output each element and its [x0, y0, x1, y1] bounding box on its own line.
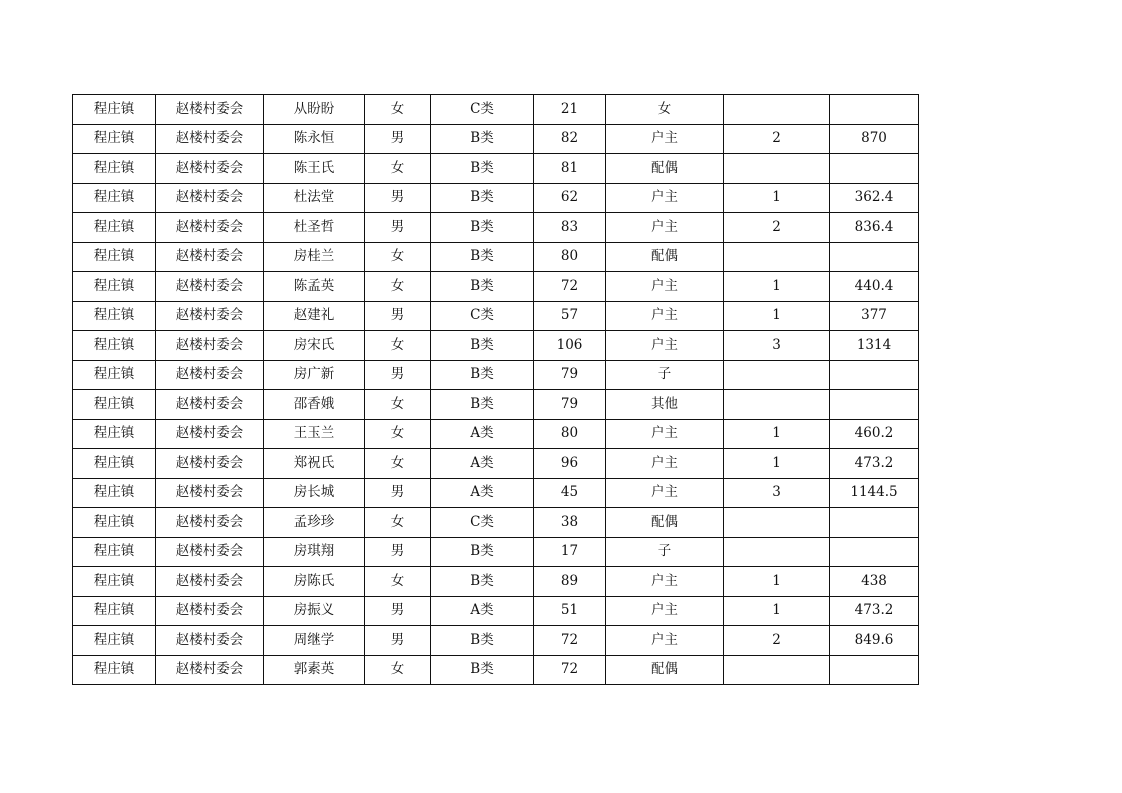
cell-name: 陈永恒	[264, 124, 365, 154]
cell-household-size: 1	[724, 419, 830, 449]
cell-sex: 女	[365, 95, 431, 125]
cell-age: 96	[534, 449, 606, 479]
cell-amount: 377	[830, 301, 919, 331]
cell-village: 赵楼村委会	[156, 596, 264, 626]
cell-household-size	[724, 390, 830, 420]
cell-relation: 户主	[606, 478, 724, 508]
cell-age: 83	[534, 213, 606, 243]
cell-name: 杜法堂	[264, 183, 365, 213]
cell-age: 80	[534, 419, 606, 449]
cell-age: 38	[534, 508, 606, 538]
cell-name: 房振义	[264, 596, 365, 626]
cell-name: 房广新	[264, 360, 365, 390]
cell-category: B类	[431, 331, 534, 361]
cell-category: B类	[431, 272, 534, 302]
cell-village: 赵楼村委会	[156, 183, 264, 213]
cell-relation: 配偶	[606, 242, 724, 272]
cell-household-size: 1	[724, 272, 830, 302]
cell-household-size: 2	[724, 213, 830, 243]
cell-age: 51	[534, 596, 606, 626]
table-row	[73, 478, 919, 508]
cell-age: 45	[534, 478, 606, 508]
cell-household-size: 1	[724, 449, 830, 479]
cell-sex: 男	[365, 213, 431, 243]
cell-amount: 440.4	[830, 272, 919, 302]
cell-age: 82	[534, 124, 606, 154]
cell-sex: 男	[365, 301, 431, 331]
cell-relation: 配偶	[606, 655, 724, 685]
cell-household-size: 1	[724, 301, 830, 331]
cell-relation: 子	[606, 360, 724, 390]
cell-village: 赵楼村委会	[156, 154, 264, 184]
cell-household-size: 1	[724, 596, 830, 626]
table-row	[73, 626, 919, 656]
cell-relation: 户主	[606, 301, 724, 331]
cell-amount	[830, 537, 919, 567]
cell-sex: 女	[365, 242, 431, 272]
cell-sex: 女	[365, 655, 431, 685]
cell-amount: 870	[830, 124, 919, 154]
cell-town: 程庄镇	[73, 331, 156, 361]
cell-name: 陈孟英	[264, 272, 365, 302]
cell-village: 赵楼村委会	[156, 213, 264, 243]
cell-amount	[830, 390, 919, 420]
cell-village: 赵楼村委会	[156, 331, 264, 361]
cell-name: 孟珍珍	[264, 508, 365, 538]
cell-sex: 女	[365, 331, 431, 361]
cell-village: 赵楼村委会	[156, 655, 264, 685]
cell-amount: 849.6	[830, 626, 919, 656]
cell-household-size: 2	[724, 626, 830, 656]
cell-village: 赵楼村委会	[156, 508, 264, 538]
cell-village: 赵楼村委会	[156, 390, 264, 420]
table-row	[73, 124, 919, 154]
cell-age: 80	[534, 242, 606, 272]
cell-village: 赵楼村委会	[156, 301, 264, 331]
cell-name: 郭素英	[264, 655, 365, 685]
cell-sex: 女	[365, 567, 431, 597]
cell-household-size: 3	[724, 331, 830, 361]
table-row	[73, 419, 919, 449]
cell-name: 赵建礼	[264, 301, 365, 331]
cell-relation: 配偶	[606, 508, 724, 538]
cell-town: 程庄镇	[73, 360, 156, 390]
cell-category: B类	[431, 183, 534, 213]
cell-age: 62	[534, 183, 606, 213]
cell-town: 程庄镇	[73, 272, 156, 302]
cell-amount	[830, 242, 919, 272]
cell-category: B类	[431, 360, 534, 390]
cell-relation: 户主	[606, 567, 724, 597]
cell-town: 程庄镇	[73, 567, 156, 597]
cell-category: B类	[431, 213, 534, 243]
table-row	[73, 360, 919, 390]
cell-sex: 女	[365, 449, 431, 479]
cell-category: B类	[431, 242, 534, 272]
cell-relation: 户主	[606, 449, 724, 479]
cell-name: 房长城	[264, 478, 365, 508]
cell-town: 程庄镇	[73, 95, 156, 125]
cell-amount	[830, 360, 919, 390]
cell-amount: 473.2	[830, 449, 919, 479]
cell-relation: 户主	[606, 213, 724, 243]
cell-household-size	[724, 95, 830, 125]
cell-village: 赵楼村委会	[156, 360, 264, 390]
cell-household-size: 1	[724, 183, 830, 213]
cell-name: 王玉兰	[264, 419, 365, 449]
cell-sex: 男	[365, 626, 431, 656]
cell-sex: 女	[365, 390, 431, 420]
cell-town: 程庄镇	[73, 213, 156, 243]
cell-age: 72	[534, 655, 606, 685]
cell-category: B类	[431, 124, 534, 154]
cell-sex: 女	[365, 508, 431, 538]
cell-relation: 配偶	[606, 154, 724, 184]
table-row	[73, 390, 919, 420]
cell-town: 程庄镇	[73, 124, 156, 154]
cell-town: 程庄镇	[73, 626, 156, 656]
cell-category: C类	[431, 508, 534, 538]
roster-table	[72, 94, 919, 685]
cell-town: 程庄镇	[73, 419, 156, 449]
cell-age: 79	[534, 360, 606, 390]
cell-age: 72	[534, 626, 606, 656]
cell-sex: 男	[365, 596, 431, 626]
cell-name: 房宋氏	[264, 331, 365, 361]
cell-name: 房桂兰	[264, 242, 365, 272]
cell-category: B类	[431, 154, 534, 184]
cell-sex: 男	[365, 360, 431, 390]
cell-town: 程庄镇	[73, 655, 156, 685]
cell-category: B类	[431, 390, 534, 420]
table-row	[73, 301, 919, 331]
cell-relation: 户主	[606, 419, 724, 449]
table-row	[73, 95, 919, 125]
cell-amount	[830, 508, 919, 538]
cell-town: 程庄镇	[73, 242, 156, 272]
cell-name: 房琪翔	[264, 537, 365, 567]
cell-relation: 其他	[606, 390, 724, 420]
cell-town: 程庄镇	[73, 537, 156, 567]
cell-town: 程庄镇	[73, 154, 156, 184]
cell-category: A类	[431, 449, 534, 479]
cell-category: C类	[431, 95, 534, 125]
cell-sex: 男	[365, 124, 431, 154]
cell-name: 陈王氏	[264, 154, 365, 184]
cell-amount: 1144.5	[830, 478, 919, 508]
cell-amount: 1314	[830, 331, 919, 361]
cell-relation: 子	[606, 537, 724, 567]
table-row	[73, 449, 919, 479]
table-row	[73, 272, 919, 302]
cell-village: 赵楼村委会	[156, 242, 264, 272]
cell-town: 程庄镇	[73, 478, 156, 508]
cell-amount	[830, 95, 919, 125]
cell-amount	[830, 655, 919, 685]
cell-category: C类	[431, 301, 534, 331]
table-row	[73, 508, 919, 538]
cell-relation: 户主	[606, 272, 724, 302]
cell-village: 赵楼村委会	[156, 537, 264, 567]
table-row	[73, 154, 919, 184]
cell-relation: 女	[606, 95, 724, 125]
cell-household-size	[724, 242, 830, 272]
cell-amount: 473.2	[830, 596, 919, 626]
cell-relation: 户主	[606, 626, 724, 656]
cell-age: 81	[534, 154, 606, 184]
cell-age: 21	[534, 95, 606, 125]
table-row	[73, 537, 919, 567]
cell-town: 程庄镇	[73, 596, 156, 626]
cell-household-size: 1	[724, 567, 830, 597]
cell-category: B类	[431, 626, 534, 656]
cell-household-size: 3	[724, 478, 830, 508]
cell-household-size	[724, 508, 830, 538]
cell-household-size: 2	[724, 124, 830, 154]
cell-category: A类	[431, 419, 534, 449]
cell-sex: 男	[365, 183, 431, 213]
roster-table-body	[73, 95, 919, 685]
cell-category: A类	[431, 478, 534, 508]
cell-village: 赵楼村委会	[156, 272, 264, 302]
cell-amount: 438	[830, 567, 919, 597]
table-row	[73, 567, 919, 597]
cell-age: 79	[534, 390, 606, 420]
cell-name: 房陈氏	[264, 567, 365, 597]
cell-amount: 362.4	[830, 183, 919, 213]
table-row	[73, 596, 919, 626]
table-row	[73, 331, 919, 361]
cell-village: 赵楼村委会	[156, 124, 264, 154]
cell-age: 106	[534, 331, 606, 361]
table-row	[73, 242, 919, 272]
cell-age: 72	[534, 272, 606, 302]
cell-category: B类	[431, 655, 534, 685]
cell-age: 89	[534, 567, 606, 597]
cell-name: 邵香娥	[264, 390, 365, 420]
cell-town: 程庄镇	[73, 183, 156, 213]
cell-village: 赵楼村委会	[156, 419, 264, 449]
cell-sex: 女	[365, 154, 431, 184]
cell-relation: 户主	[606, 331, 724, 361]
cell-sex: 女	[365, 272, 431, 302]
cell-category: A类	[431, 596, 534, 626]
cell-amount: 460.2	[830, 419, 919, 449]
cell-age: 57	[534, 301, 606, 331]
cell-name: 郑祝氏	[264, 449, 365, 479]
cell-sex: 女	[365, 419, 431, 449]
cell-village: 赵楼村委会	[156, 626, 264, 656]
cell-name: 周继学	[264, 626, 365, 656]
cell-age: 17	[534, 537, 606, 567]
cell-sex: 男	[365, 537, 431, 567]
cell-town: 程庄镇	[73, 508, 156, 538]
cell-relation: 户主	[606, 596, 724, 626]
cell-town: 程庄镇	[73, 390, 156, 420]
cell-amount: 836.4	[830, 213, 919, 243]
cell-town: 程庄镇	[73, 301, 156, 331]
cell-household-size	[724, 360, 830, 390]
cell-household-size	[724, 537, 830, 567]
cell-category: B类	[431, 537, 534, 567]
cell-category: B类	[431, 567, 534, 597]
cell-town: 程庄镇	[73, 449, 156, 479]
cell-village: 赵楼村委会	[156, 478, 264, 508]
table-row	[73, 655, 919, 685]
cell-name: 杜圣哲	[264, 213, 365, 243]
cell-name: 从盼盼	[264, 95, 365, 125]
cell-sex: 男	[365, 478, 431, 508]
cell-relation: 户主	[606, 124, 724, 154]
cell-village: 赵楼村委会	[156, 449, 264, 479]
table-row	[73, 213, 919, 243]
cell-village: 赵楼村委会	[156, 95, 264, 125]
cell-household-size	[724, 154, 830, 184]
table-row	[73, 183, 919, 213]
cell-amount	[830, 154, 919, 184]
cell-village: 赵楼村委会	[156, 567, 264, 597]
cell-household-size	[724, 655, 830, 685]
cell-relation: 户主	[606, 183, 724, 213]
